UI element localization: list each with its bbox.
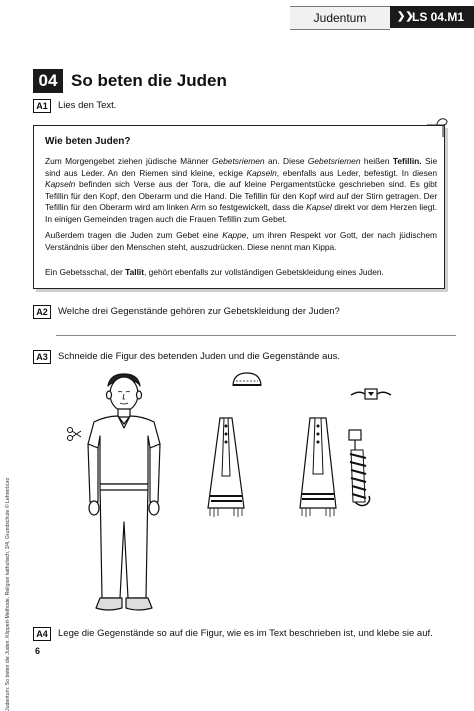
task-text-a4: Lege die Gegenstände so auf die Figur, wie es im Text beschrieben ist, und klebe sie auf.: [58, 628, 433, 639]
info-text-box: [33, 125, 445, 289]
topic-label: Judentum: [290, 6, 390, 30]
task-label-a2: A2: [33, 305, 51, 319]
tallit-image-left[interactable]: [204, 416, 248, 520]
task-label-a4: A4: [33, 627, 51, 641]
text-paragraph-2: Außerdem tragen die Juden zum Gebet eine Kappe, um ihren Respekt vor Gott, der nach jüdischem Verständnis über den Menschen steht, auszudrücken. Diese nennt man Kippa.: [45, 230, 438, 252]
sheet-code: LS 04.M1: [412, 10, 465, 24]
text-box-heading: Wie beten Juden?: [45, 136, 131, 147]
praying-man-figure[interactable]: [76, 372, 172, 620]
page-number: 6: [35, 646, 41, 656]
head-tefillin-image[interactable]: [349, 386, 393, 402]
header-bar: [290, 6, 474, 28]
answer-line[interactable]: [56, 335, 456, 336]
kippa-image[interactable]: [230, 371, 264, 389]
double-chevron-right-icon: ❯❯: [397, 11, 414, 22]
text-paragraph-1: Zum Morgengebet ziehen jüdische Männer Gebetsriemen an. Diese Gebetsriemen heißen Tefillin. Sie sind aus Leder. An den Riemen sind kleine, eckige Kapseln, ebenfalls aus Leder, befestigt. In diesen Kapseln befinden sich Verse aus der Tora, die auf kleine Pergamentstücke geschrieben sind. Es gibt Tefillin für den Kopf, den Oberarm und die Hand. Die Tefillin für den Kopf wird auf der Stirn getragen. Der Tefillin für den Oberarm wird am linken Arm so festgewickelt, dass die Kapsel direkt vor dem Herzen liegt. In einigen Gemeinden tragen auch die Frauen Tefillin zum Gebet.: [45, 156, 438, 224]
tallit-image-right[interactable]: [296, 416, 340, 520]
sheet-code-tab: [390, 6, 474, 28]
task-text-a1: Lies den Text.: [58, 100, 117, 111]
task-text-a3: Schneide die Figur des betenden Juden und die Gegenstände aus.: [58, 351, 341, 362]
task-label-a3: A3: [33, 350, 51, 364]
task-label-a1: A1: [33, 99, 51, 113]
task-text-a2: Welche drei Gegenstände gehören zur Gebetskleidung der Juden?: [58, 306, 340, 317]
page-curl-decoration: [425, 117, 449, 141]
side-credit: Judentum: So beten die Juden. Klippert-Methode, Religion katholisch, 3/4, Grundschule © Lehrerbüro: [5, 477, 11, 711]
lesson-number-badge: 04: [33, 69, 63, 93]
page-title: So beten die Juden: [71, 71, 227, 90]
text-paragraph-3: Ein Gebetsschal, der Tallit, gehört ebenfalls zur vollständigen Gebetskleidung eines Juden.: [45, 267, 384, 277]
arm-tefillin-image[interactable]: [343, 428, 377, 512]
